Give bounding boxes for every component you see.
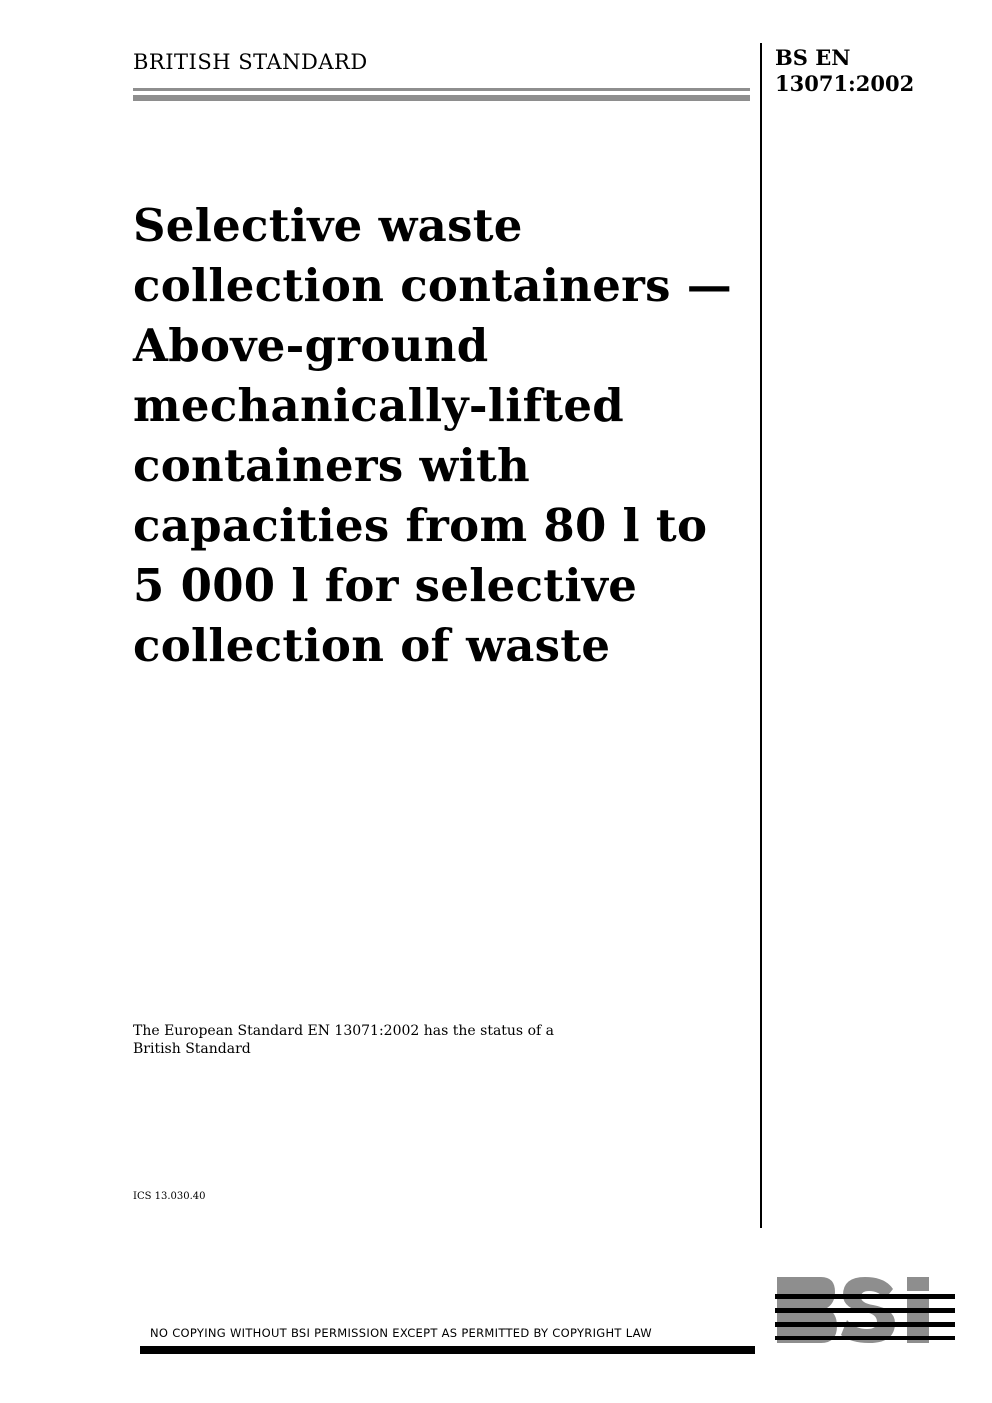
copyright-notice: NO COPYING WITHOUT BSI PERMISSION EXCEPT AS PERMITTED BY COPYRIGHT LAW — [150, 1326, 652, 1340]
header-rule-thin — [133, 88, 750, 91]
footer-rule — [140, 1346, 755, 1354]
bsi-logo — [775, 1275, 955, 1345]
title-line: mechanically-lifted — [133, 379, 625, 432]
title-line: Above-ground — [133, 319, 489, 372]
header-rule-thick — [133, 95, 750, 101]
status-line1: The European Standard EN 13071:2002 has the status of a — [133, 1023, 554, 1039]
standard-number — [775, 45, 914, 97]
title-line: collection containers — — [133, 259, 733, 312]
vertical-divider — [760, 43, 762, 1228]
title-line: capacities from 80 l to — [133, 499, 708, 552]
title-line: Selective waste — [133, 199, 523, 252]
standard-number-line1: BS EN — [775, 45, 851, 70]
header-label: BRITISH STANDARD — [133, 50, 368, 74]
title-line: containers with — [133, 439, 531, 492]
title-line: collection of waste — [133, 619, 611, 672]
status-line2: British Standard — [133, 1041, 251, 1057]
standard-number-line2: 13071:2002 — [775, 71, 915, 96]
status-statement — [133, 1022, 613, 1058]
title-line: 5 000 l for selective — [133, 559, 638, 612]
ics-code: ICS 13.030.40 — [133, 1191, 206, 1202]
document-title — [133, 196, 753, 676]
